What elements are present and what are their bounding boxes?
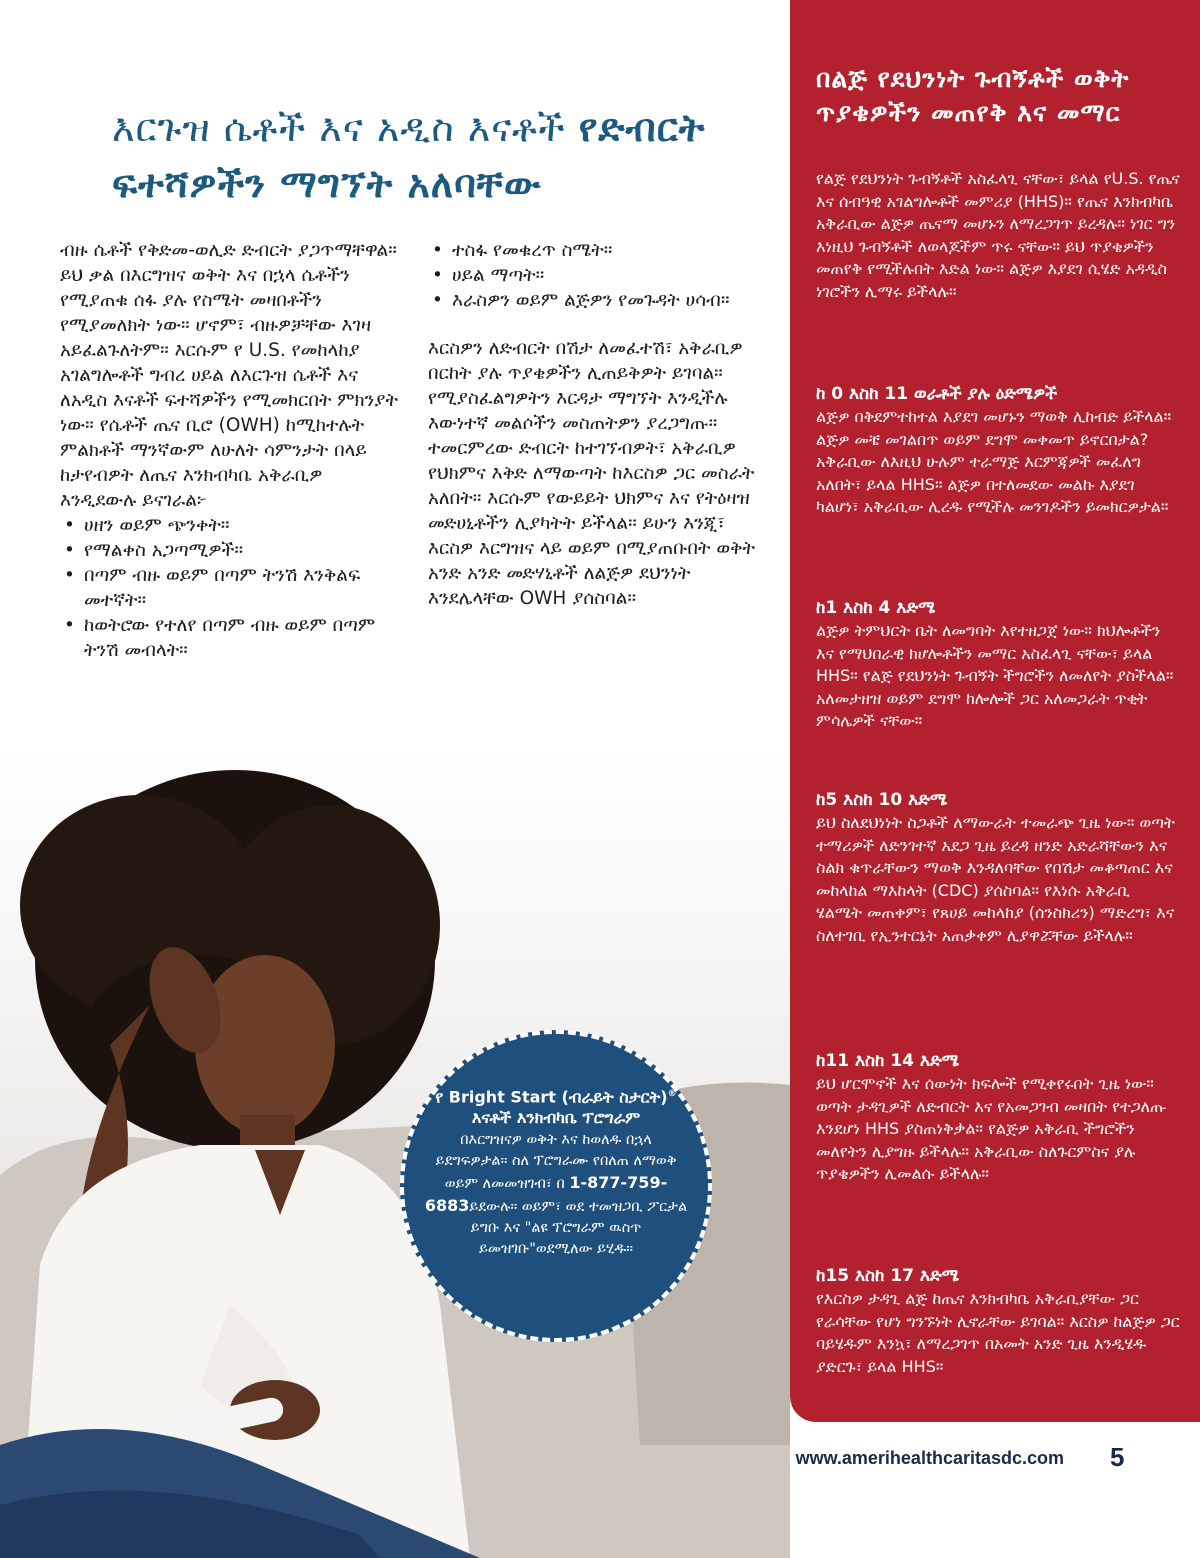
promo-text-before: በእርግዝናዎ ወቅት እና ከወለዱ በኋላ ይደግፍዎታል። ስለ ፕሮግራሙ የበለጠ ለማወቅ ወይም ለመመዝገብ፣ በ (435, 1132, 677, 1192)
headline-bold: የድብርት ፍተሻዎችን ማግኘት አለባቸው (112, 106, 706, 206)
sidebar-section (816, 383, 1180, 519)
symptom-item: • እራስዎን ወይም ልጅዎን የመጉዳት ሀሳብ። (428, 288, 763, 313)
symptom-list-1 (60, 513, 400, 663)
article-headline (112, 100, 752, 212)
section-text: ይህ ሆርሞኖች እና ሰውነት ክፍሎች የሚቀየሩበት ጊዜ ነው። ወጣት ታዳጊዎች ለድብርት እና የአመጋገብ መዛበት የተጋለጡ እንደሆነ HHS ያስጠነቅቃል። የልጅዎ አቅራቢ ችግሮችን መለየትን ሊያግዙ ይችላሉ። አቅራቢው ስለጉርምስና ያሉ ጥያቄዎችን ሊመልሱ ይችላሉ። (816, 1074, 1167, 1183)
section-heading: ከ11 እስከ 14 እድሜ (816, 1051, 959, 1071)
symptom-item: • ሀዘን ወይም ጭንቀት። (60, 513, 400, 538)
article-column-1 (60, 238, 400, 663)
sidebar-section (816, 1050, 1180, 1186)
section-text: ልጅዎ በቅደምተከተል እያደገ መሆኑን ማወቅ ሊከብድ ይችላል። ልጅዎ መቼ መገልበጥ ወይም ደግሞ መቀመጥ ይኖርበታል? አቅራቢው ለእዚህ ሁሉም ተራማጅ እርምጃዎች መፈለግ አለበት፣ ይላል HHS። ልጅዎ በተለመደው መልኩ እያደገ ካልሆነ፣ አቅራቢው ሊረዱ የሚችሉ መንገዶችን ይመክርዎታል። (816, 407, 1172, 516)
promo-phone-number[interactable]: 1-877-759-6883 (424, 1173, 668, 1215)
bright-start-promo-badge (400, 1030, 712, 1342)
section-heading: ከ5 እስከ 10 እድሜ (816, 790, 948, 810)
promo-title-line1: የ Bright Start (ብራይት ስታርት) (435, 1087, 668, 1107)
symptom-item: • በጣም ብዙ ወይም በጣም ትንሽ እንቅልፍ መተኛት። (60, 563, 400, 613)
section-heading: ከ1 እስከ 4 እድሜ (816, 598, 936, 618)
page-number: 5 (1110, 1442, 1125, 1472)
article-column-2 (428, 238, 763, 611)
symptom-item: • ከወትሮው የተለየ በጣም ብዙ ወይም በጣም ትንሽ መብላት። (60, 613, 400, 663)
promo-title-line2: እናቶች እንክብካቤ ፕሮግራም (471, 1108, 641, 1128)
section-text: ይህ ስለደህነነት ስጋቶች ለማውራት ተመራጭ ጊዜ ነው። ወጣት ተማሪዎች ለድንገተኛ አደጋ ጊዜ ይረዳ ዘንድ አድራሻቸውን እና ስልክ ቁጥራቸውን ማወቅ እንዳለባቸው የበሽታ መቆጣጠር እና መከላከል ማእከላት (CDC) ያሰስባል። የእነሱ አቅራቢ ሄልሜት መጠቀም፣ የጸሀይ መከላከያ (ሰንስክሪን) ማድረግ፣ እና ስለተገቢ የኢንተርኔት አጠቃቀም ሊያዋሯቸው ይችላሉ። (816, 813, 1175, 945)
symptom-item: • ሀይል ማጣት። (428, 263, 763, 288)
intro-paragraph: ብዙ ሴቶች የቅድመ-ወሊድ ድብርት ያጋጥማቸዋል። ይህ ቃል በእርግዝና ወቅት እና በኋላ ሴቶችን የሚያጠቁ ሰፋ ያሉ የስሜት መዛበቶችን የሚያመለክት ነው። ሆኖም፣ ብዙዎቻቸው እገዛ አይፈልጉለትም። እርሱም የ U.S. የመከላከያ አገልግሎቶች ግብረ ሀይል ለእርጉዝ ሴቶች እና ለአዲስ እናቶች ፍተሻዎችን የሚመክርበት ምክንያት ነው። የሴቶች ጤና ቢሮ (OWH) ከሚከተሉት ምልክቶች ማንኛውም ለሁለት ሳምንታት በላይ ከታየብዎት ለጤና እንክብካቤ አቅራቢዎ እንዲደውሉ ይናገራል፦ (60, 240, 398, 511)
symptom-item: • የማልቀስ አጋጣሚዎች። (60, 538, 400, 563)
headline-plain: እርጉዝ ሴቶች እና አዲስ እናቶች (112, 106, 579, 150)
promo-title (414, 1084, 698, 1128)
sidebar-section (816, 789, 1180, 947)
website-link[interactable]: www.amerihealthcaritasdc.com (795, 1448, 1064, 1468)
sidebar-intro-block (816, 168, 1180, 303)
screening-paragraph: እርስዎን ለድብርት በሽታ ለመፈተሽ፣ አቅራቢዎ በርከት ያሉ ጥያቄዎችን ሊጠይቅዎት ይገባል። የሚያስፈልግዎትን እርዳታ ማግኘት እንዲችሉ እውነተኛ መልሶችን መስጠትዎን ያረጋግጡ። ተመርምረው ድብርት ከተገኘብዎት፣ አቅራቢዎ የህክምና እቅድ ለማውጣት ከእርስዎ ጋር መስራት አለበት። እርሱም የውይይት ህክምና እና የትዕዛዝ መድሀኒቶችን ሊያካትት ይችላል። ይሁን እንጂ፣ እርስዎ እርግዝና ላይ ወይም በሚያጠቡበት ወቅት አንድ አንድ መድሃኒቶች ለልጅዎ ደህንነት እንደሌላቸው OWH ያሰስባል። (428, 338, 756, 609)
promo-text-after: ይደውሉ። ወይም፣ ወደ ተመዝጋቢ ፖርታል ይግቡ እና "ልዩ ፕሮግራም ዉስጥ ይመዝገቡ"ወደሚለው ይሂዱ። (469, 1199, 688, 1257)
sidebar-section (816, 597, 1180, 733)
symptom-list-2 (428, 238, 763, 313)
section-heading: ከ 0 እስከ 11 ወራቶች ያሉ ዕድሜዎች (816, 384, 1058, 404)
registered-mark: ® (667, 1089, 677, 1099)
sidebar-title: በልጅ የደህንነት ጉብኝቶች ወቅት ጥያቄዎችን መጠየቅ እና መማር (816, 64, 1130, 127)
section-text: ልጅዎ ትምህርት ቤት ለመግባት እየተዘጋጀ ነው። ክህሎቶችን እና የማህበራዊ ክሆሎቶችን መማር አስፈላጊ ናቸው፣ ይላል HHS። የልጅ የደህንነት ጉብኝት ችግሮችን ለመለየት ያስችላል። አለመታዘዝ ወይም ደግሞ ከሎሎች ጋር አለመጋራት ጥቂት ምሳሌዎች ናቸው። (816, 621, 1174, 730)
promo-body (424, 1130, 688, 1260)
section-text: የእርስዎ ታዳጊ ልጅ ከጤና እንክብካቤ አቅራቢያቸው ጋር የራሳቸው የሆነ ግንኙነት ሊኖራቸው ይገባል። እርስዎ ከልጅዎ ጋር ባይሄዱም እንኳ፣ ለማረጋገጥ በአመት አንድ ጊዜ እንዲሄዱ ያድርጉ፣ ይላል HHS። (816, 1289, 1180, 1376)
symptom-item: • ተስፋ የመቁረጥ ስሜት። (428, 238, 763, 263)
sidebar-panel (790, 0, 1200, 1422)
sidebar-intro: የልጅ የደህንነት ጉብኝቶች አስፈላጊ ናቸው፣ ይላል የU.S. የጤና እና ሰብዓዊ አገልግሎቶች መምሪያ (HHS)። የጤና እንክብካቤ አቅራቢው ልጅዎ ጤናማ መሆኑን ለማረጋገጥ ይረዳሉ። ነገር ግን እነዚህ ጉብኝቶች ለወላጆችም ጥሩ ናቸው። ይህ ጥያቄዎችን መጠየቅ የሚችሉበት እድል ነው። ልጅዎ እያደገ ሲሄድ አዳዲስ ነገሮችን ሊማሩ ይችላሉ። (816, 169, 1180, 301)
section-heading: ከ15 እስከ 17 እድሜ (816, 1266, 959, 1286)
sidebar-section (816, 1265, 1180, 1378)
